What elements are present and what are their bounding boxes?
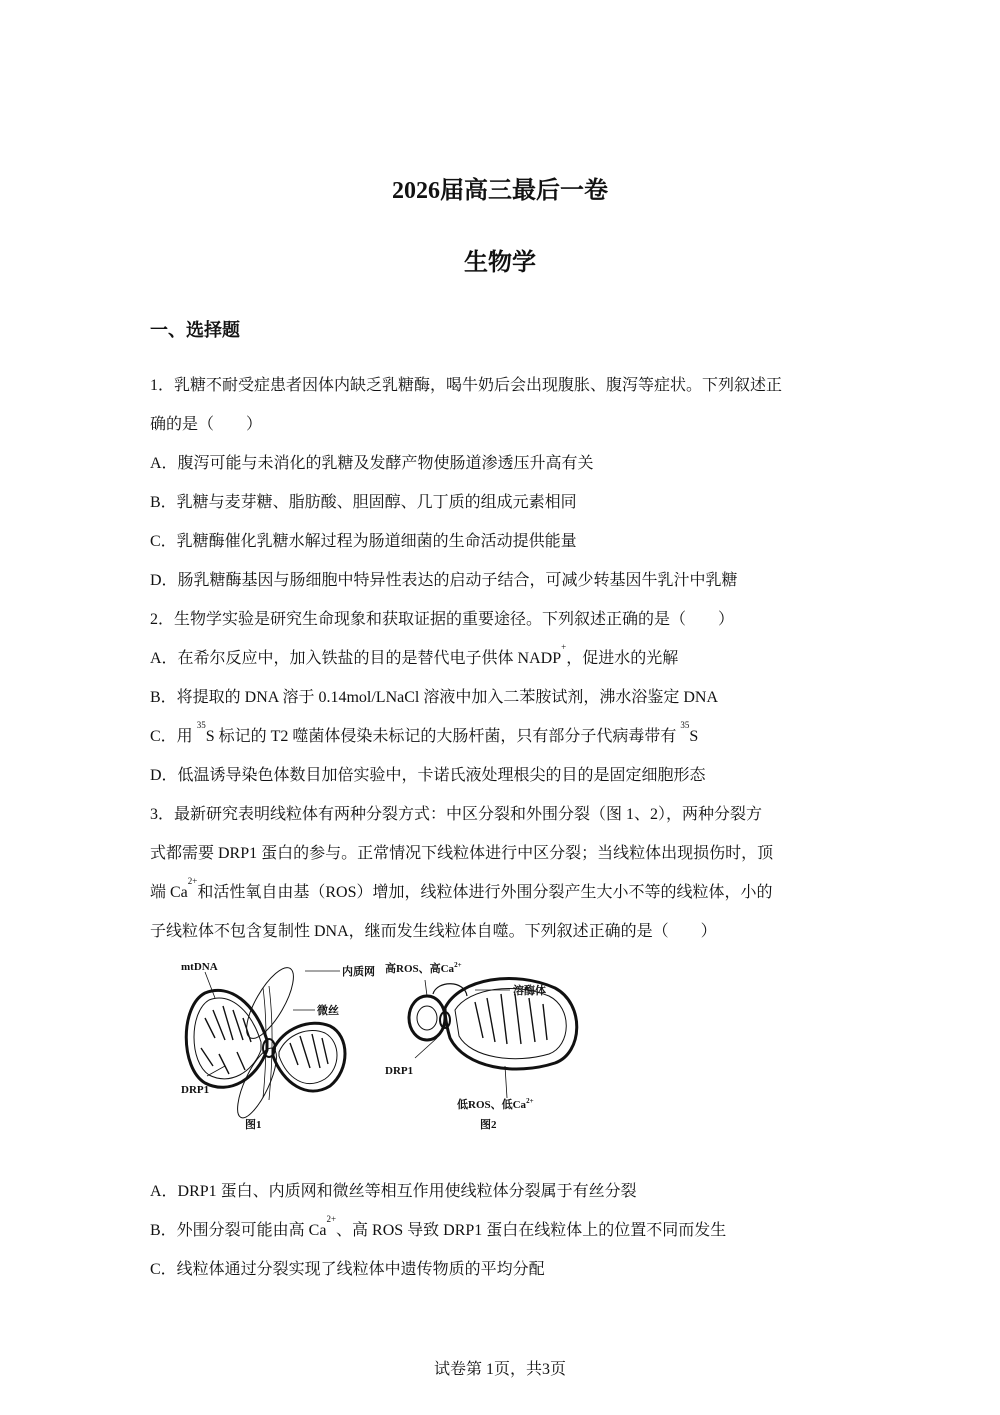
fig1-label-mtdna: mtDNA [181, 961, 218, 973]
q2-c-text-end: S [689, 728, 699, 745]
q3-stem-3-text-end: 和活性氧自由基（ROS）增加，线粒体进行外围分裂产生大小不等的线粒体，小的 [197, 884, 773, 901]
q1-stem-line-2: 确的是（ ） [150, 416, 263, 433]
q2-option-c [150, 720, 699, 746]
exam-title: 2026届高三最后一卷 [392, 178, 608, 204]
q3-option-b [150, 1214, 727, 1240]
q3-stem-line-3 [150, 876, 773, 902]
section-heading: 一、选择题 [150, 320, 240, 340]
fig2-label-drp1: DRP1 [385, 1065, 414, 1077]
subject-title: 生物学 [464, 250, 536, 276]
q1-option-a: A．腹泻可能与未消化的乳糖及发酵产物使肠道渗透压升高有关 [150, 455, 594, 472]
q2-a-text-end: ，促进水的光解 [566, 650, 679, 667]
mitochondria-figure [175, 958, 585, 1138]
fig1-label-drp1: DRP1 [181, 1084, 210, 1096]
q3-b-text: B．外围分裂可能由高 Ca [150, 1222, 327, 1239]
q2-a-superscript: + [561, 642, 567, 652]
q3-b-superscript: 2+ [326, 1214, 337, 1224]
q3-stem-line-1: 3．最新研究表明线粒体有两种分裂方式：中区分裂和外围分裂（图 1、2），两种分裂方 [150, 806, 763, 823]
q2-option-b: B．将提取的 DNA 溶于 0.14mol/LNaCl 溶液中加入二苯胺试剂，沸水浴鉴定 DNA [150, 689, 719, 706]
fig1-label-microfilament: 微丝 [317, 1005, 339, 1017]
q3-stem-line-2: 式都需要 DRP1 蛋白的参与。正常情况下线粒体进行中区分裂；当线粒体出现损伤时，顶 [150, 845, 774, 862]
q1-option-c: C．乳糖酶催化乳糖水解过程为肠道细菌的生命活动提供能量 [150, 533, 577, 550]
page-footer: 试卷第 1页，共3页 [433, 1361, 566, 1378]
fig2-label-low-text: 低ROS、低Ca [457, 1099, 527, 1111]
q2-a-text: A．在希尔反应中，加入铁盐的目的是替代电子供体 NADP [150, 650, 562, 667]
fig2-label-high-text: 高ROS、高Ca [385, 963, 455, 975]
fig2-label-high [385, 961, 462, 975]
fig1-label-er: 内质网 [342, 966, 375, 978]
q1-stem-line-1: 1．乳糖不耐受症患者因体内缺乏乳糖酶，喝牛奶后会出现腹胀、腹泻等症状。下列叙述正 [150, 377, 783, 394]
q1-option-d: D．肠乳糖酶基因与肠细胞中特异性表达的启动子结合，可减少转基因牛乳汁中乳糖 [150, 572, 738, 589]
q2-option-a [150, 642, 679, 668]
q3-b-text-end: 、高 ROS 导致 DRP1 蛋白在线粒体上的位置不同而发生 [336, 1222, 727, 1239]
q2-c-text-mid: S 标记的 T2 噬菌体侵染未标记的大肠杆菌，只有部分子代病毒带有 [205, 728, 681, 745]
q2-c-text: C．用 [150, 728, 197, 745]
q2-stem: 2．生物学实验是研究生命现象和获取证据的重要途径。下列叙述正确的是（ ） [150, 611, 735, 628]
q3-option-a: A．DRP1 蛋白、内质网和微丝等相互作用使线粒体分裂属于有丝分裂 [150, 1183, 637, 1200]
fig2-label-high-sup: 2+ [454, 961, 462, 969]
q2-c-superscript-2: 35 [680, 720, 690, 730]
fig2-label-lysosome: 溶酶体 [513, 985, 546, 997]
q3-option-c: C．线粒体通过分裂实现了线粒体中遗传物质的平均分配 [150, 1261, 545, 1278]
q3-stem-line-4: 子线粒体不包含复制性 DNA，继而发生线粒体自噬。下列叙述正确的是（ ） [150, 923, 717, 940]
fig2-label-low-sup: 2+ [526, 1097, 534, 1105]
q3-stem-3-text: 端 Ca [150, 884, 188, 901]
figure-2-mitochondrion [409, 978, 577, 1098]
q2-option-d: D．低温诱导染色体数目加倍实验中，卡诺氏液处理根尖的目的是固定细胞形态 [150, 767, 706, 784]
figure-1-mitochondrion [186, 961, 345, 1122]
fig1-caption: 图1 [245, 1119, 262, 1131]
fig2-caption: 图2 [480, 1119, 497, 1131]
q1-option-b: B．乳糖与麦芽糖、脂肪酸、胆固醇、几丁质的组成元素相同 [150, 494, 577, 511]
q2-c-superscript-1: 35 [196, 720, 206, 730]
fig2-label-low [457, 1097, 534, 1111]
q3-stem-superscript: 2+ [187, 876, 198, 886]
